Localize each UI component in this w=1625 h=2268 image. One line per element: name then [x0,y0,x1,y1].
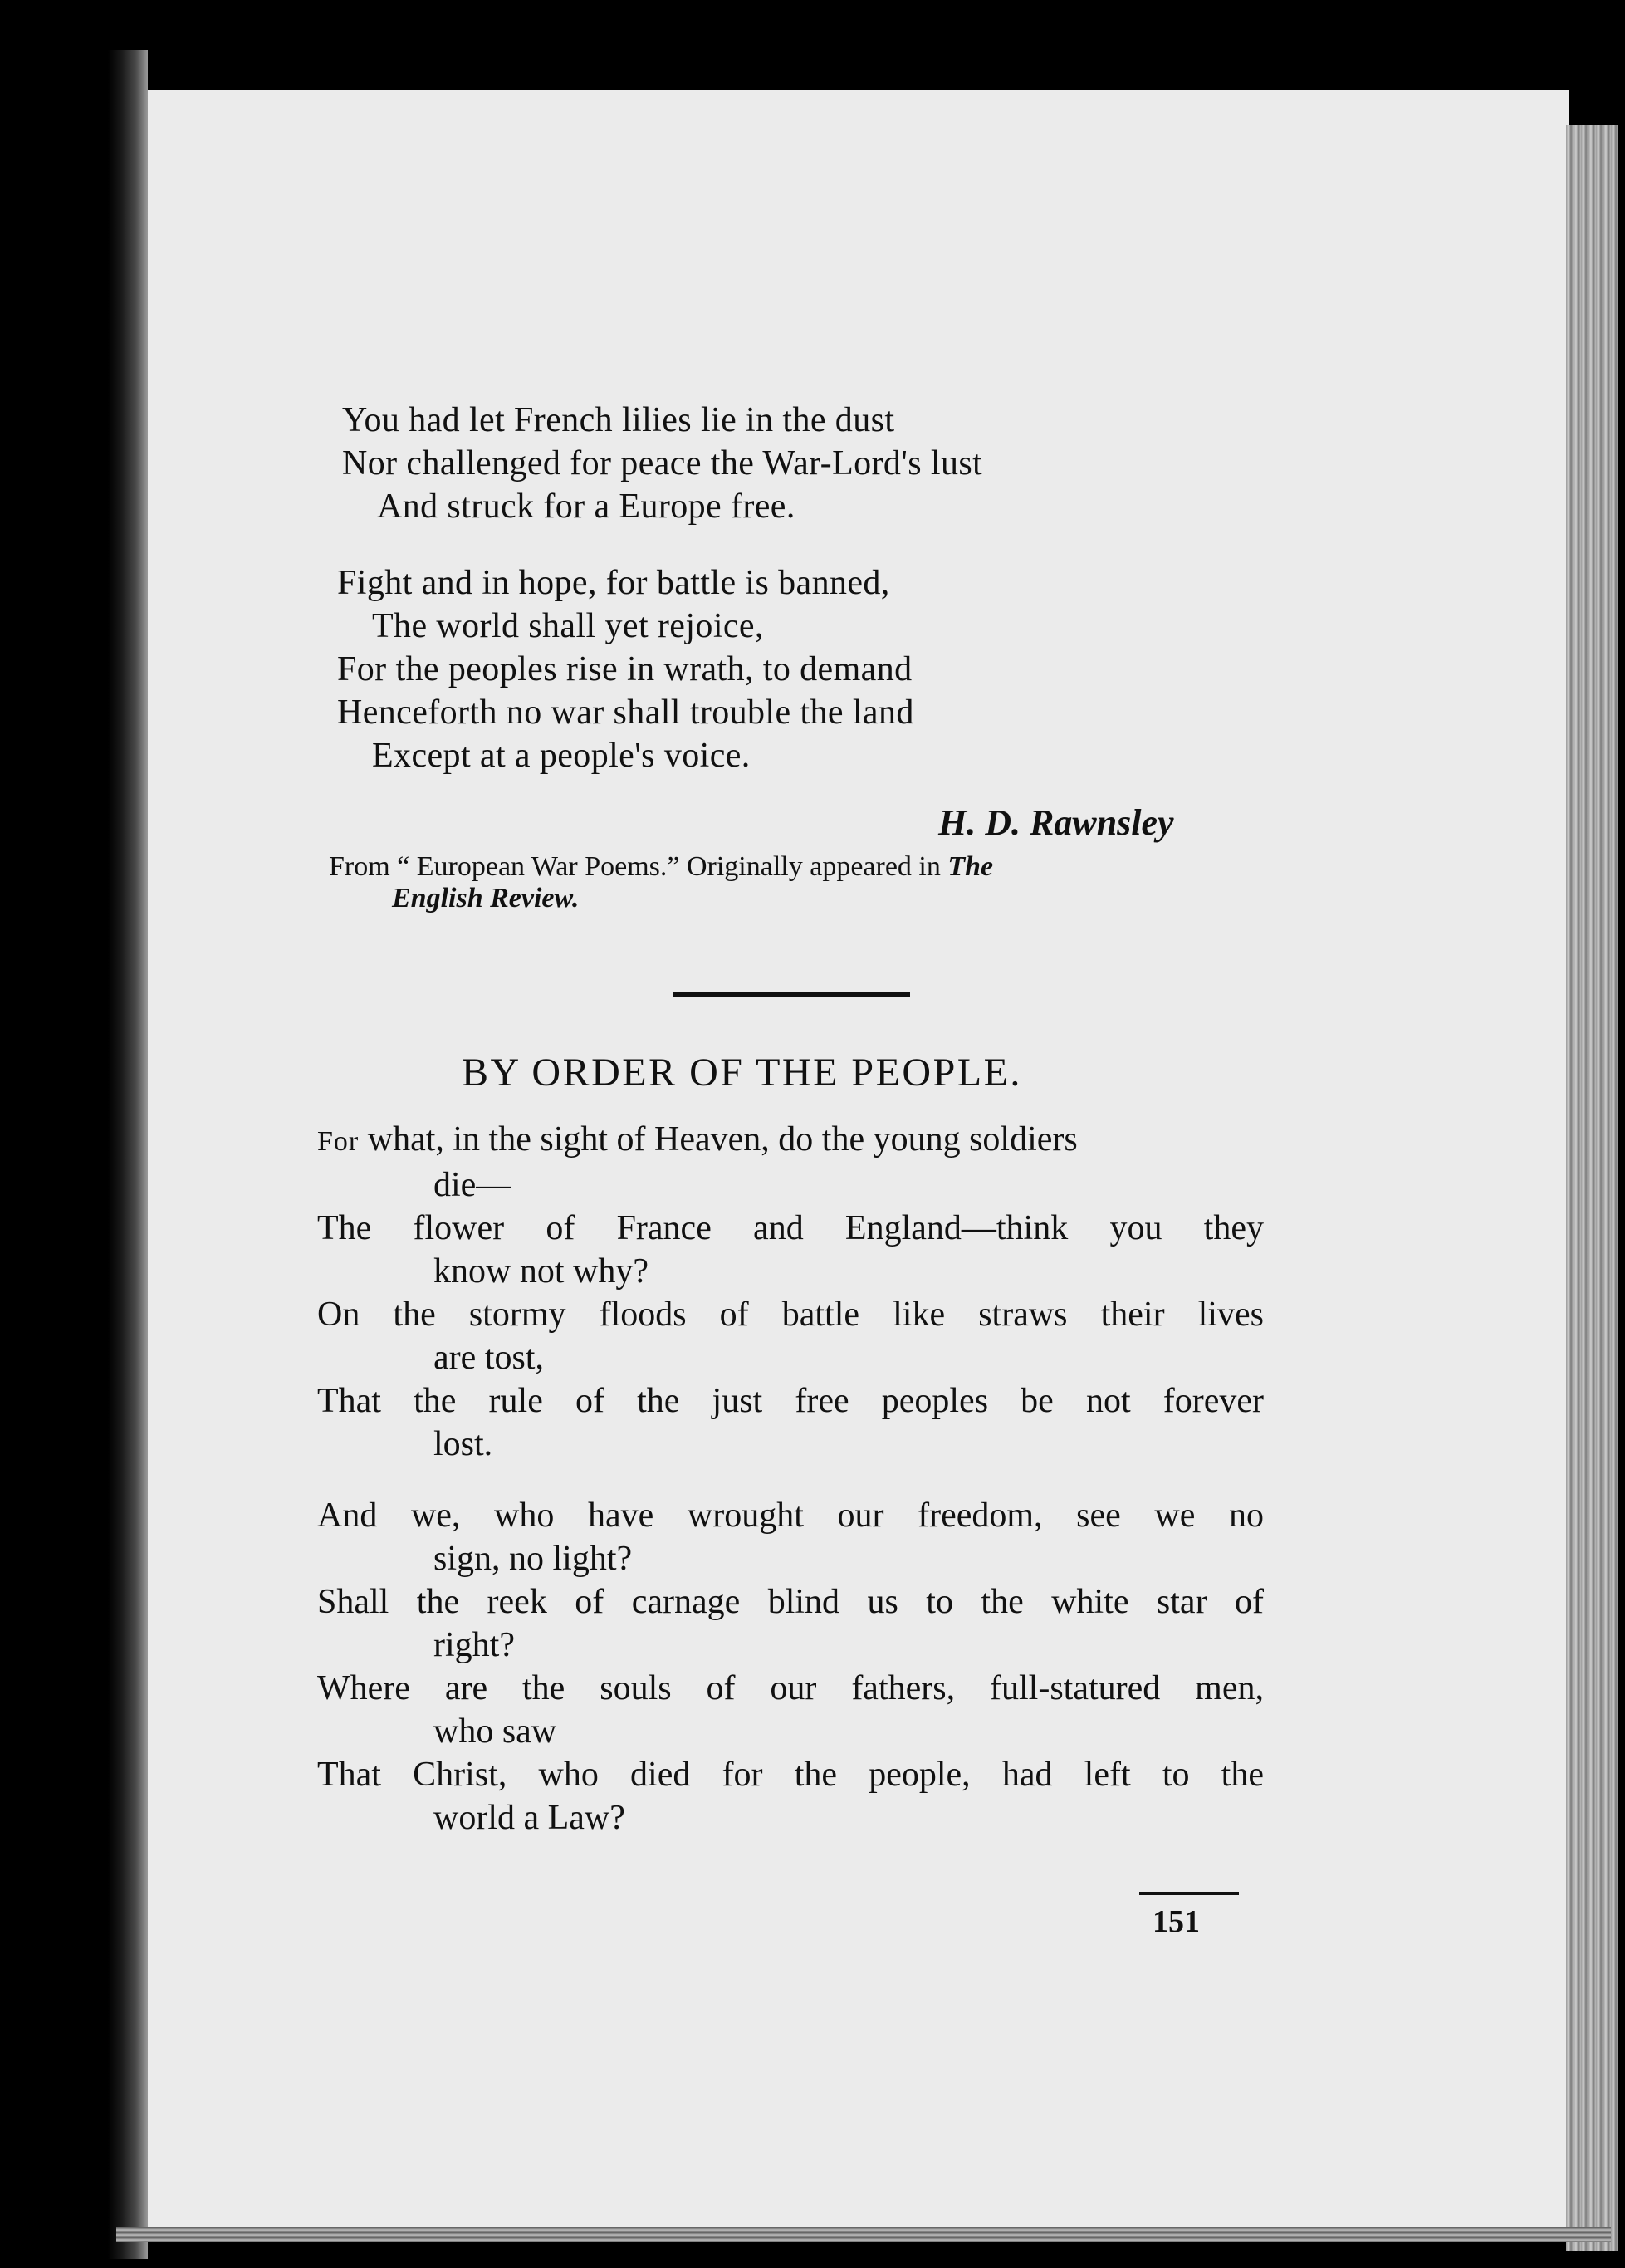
poem-line [317,1207,1264,1293]
poem-line: You had let French lilies lie in the dust [342,401,895,439]
line-continuation: sign, no light? [433,1540,633,1578]
poem-line [317,1494,1264,1580]
line-continuation: know not why? [433,1252,649,1291]
line-text: Shall the reek of carnage blind us to the white star of [317,1583,1264,1621]
section-divider [673,992,910,997]
line-text: That Christ, who died for the people, had left to the [317,1756,1264,1794]
book-gutter [108,50,148,2259]
poem-line [317,1293,1264,1379]
line-continuation: who saw [433,1712,557,1751]
title-main: ORDER OF THE PEOPLE. [531,1051,1022,1095]
poem-line [317,1118,1264,1207]
page-edges [1566,125,1618,2251]
source-journal-part2: English Review. [392,883,580,914]
line-text: The flower of France and England—think you they [317,1209,1264,1247]
poem-line: And struck for a Europe free. [377,487,795,526]
line-continuation: lost. [433,1425,493,1463]
line-continuation: are tost, [433,1339,544,1377]
line-text: Where are the souls of our fathers, full-statured men, [317,1669,1264,1707]
poem-line: For the peoples rise in wrath, to demand [337,650,913,688]
line-continuation: die— [433,1166,511,1204]
line-continuation: world a Law? [433,1799,625,1837]
poem-line [317,1753,1264,1839]
poem-line [317,1580,1264,1667]
poem-line [317,1379,1264,1466]
drop-word: For [317,1126,360,1157]
line-text: That the rule of the just free peoples be not forever [317,1382,1264,1420]
author-signature: H. D. Rawnsley [938,802,1174,843]
poem1-stanza-b [337,561,914,777]
poem2-body [317,1118,1264,1839]
folio-rule [1139,1892,1239,1895]
poem-line: Nor challenged for peace the War-Lord's lust [342,444,983,483]
poem-line: Except at a people's voice. [372,737,751,775]
poem1-stanza-a [342,399,982,528]
poem-line: Fight and in hope, for battle is banned, [337,564,890,602]
source-journal-part1: The [947,851,994,882]
poem-line [317,1667,1264,1753]
line-text: And we, who have wrought our freedom, see we no [317,1496,1264,1535]
page-bottom-edges [116,2227,1611,2242]
poem-line: The world shall yet rejoice, [372,607,764,645]
source-citation [329,851,1267,914]
line-text: On the stormy floods of battle like straws their lives [317,1296,1264,1334]
poem-line: Henceforth no war shall trouble the land [337,693,914,732]
line-text: what, in the sight of Heaven, do the young soldiers [367,1120,1078,1158]
poem2-title [462,1050,1022,1095]
page-number: 151 [1153,1904,1200,1939]
source-prefix: From “ European War Poems.” Originally appeared in [329,851,948,882]
title-by: BY [462,1051,520,1095]
line-continuation: right? [433,1626,515,1664]
